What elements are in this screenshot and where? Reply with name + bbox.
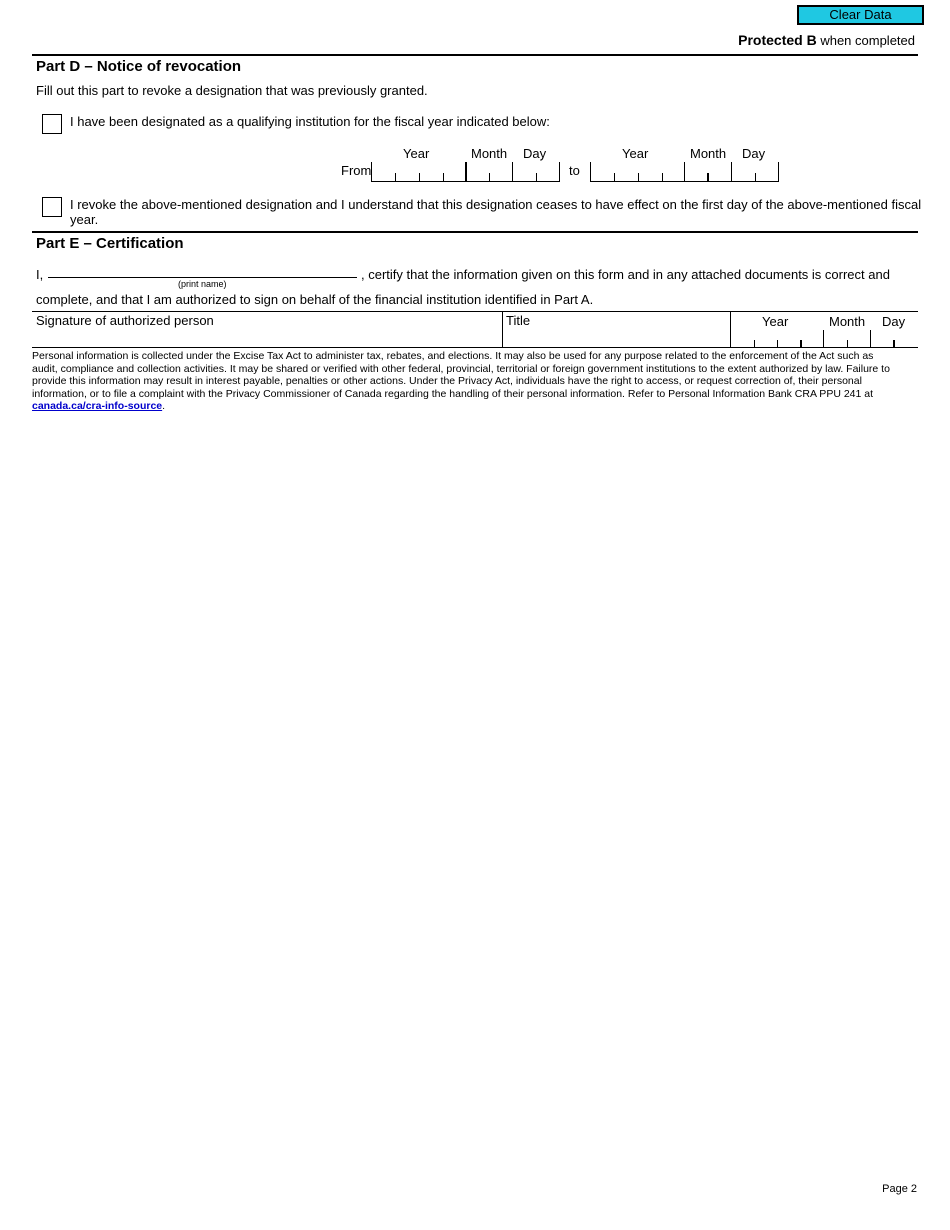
cra-info-source-link[interactable]: canada.ca/cra-info-source (32, 400, 163, 412)
to-year-label: Year (622, 146, 649, 161)
signature-title-divider (502, 311, 503, 348)
sign-year-label: Year (762, 314, 789, 329)
to-day-field[interactable] (731, 162, 779, 182)
to-date-field[interactable] (590, 162, 779, 182)
protected-when-completed: when completed (820, 33, 915, 48)
part-d-top-rule (32, 54, 918, 56)
designated-checkbox[interactable] (42, 114, 62, 134)
from-day-label: Day (523, 146, 547, 161)
from-day-field[interactable] (512, 162, 560, 182)
to-month-label: Month (690, 146, 727, 161)
part-e-top-rule (32, 231, 918, 233)
designated-checkbox-label: I have been designated as a qualifying institution for the fiscal year indicated below: (70, 114, 550, 129)
revoke-checkbox-label: I revoke the above-mentioned designation and I understand that this designation ceases to have effect on the first day of the above-mentioned fiscal year. (70, 197, 922, 227)
signature-date-field[interactable] (731, 328, 918, 348)
clear-data-button[interactable]: Clear Data (797, 5, 924, 25)
privacy-notice (32, 350, 892, 413)
cert-prefix: I, (36, 267, 44, 282)
to-year-field[interactable] (590, 162, 685, 182)
title-label: Title (506, 313, 531, 328)
sign-month-label: Month (829, 314, 866, 329)
cert-statement-line2: complete, and that I am authorized to sign on behalf of the financial institution identified in Part A. (36, 292, 594, 307)
protected-b-notice (738, 32, 915, 48)
print-name-hint: (print name) (178, 279, 227, 289)
revoke-checkbox[interactable] (42, 197, 62, 217)
from-date-field[interactable] (371, 162, 560, 182)
to-day-label: Day (742, 146, 766, 161)
to-label: to (569, 163, 580, 178)
page-number: Page 2 (882, 1183, 917, 1195)
from-year-field[interactable] (371, 162, 466, 182)
protected-b-label: Protected B (738, 32, 817, 48)
from-month-label: Month (471, 146, 508, 161)
cert-statement: , certify that the information given on this form and in any attached documents is correct and (361, 267, 890, 282)
part-d-instructions: Fill out this part to revoke a designation that was previously granted. (36, 83, 428, 98)
print-name-input[interactable] (48, 262, 357, 278)
part-d-title: Part D – Notice of revocation (36, 58, 242, 75)
from-year-label: Year (403, 146, 430, 161)
signature-label: Signature of authorized person (36, 313, 214, 328)
signature-field[interactable] (32, 326, 502, 347)
privacy-end: . (162, 400, 166, 412)
sign-day-label: Day (882, 314, 906, 329)
from-label: From (341, 163, 372, 178)
title-field[interactable] (504, 326, 730, 347)
to-month-field[interactable] (684, 162, 732, 182)
signature-row-top (32, 311, 918, 312)
from-month-field[interactable] (465, 162, 513, 182)
signature-row-bottom (32, 347, 918, 348)
privacy-text: Personal information is collected under the Excise Tax Act to administer tax, rebates, and elections. It may also be used for any purpose related to the enforcement of the Act such as audit, compliance and collection activities. It may be shared or verified with other federal, provincial, territorial or foreign government institutions to the extent authorized by law. Failure to provide this information may result in interest payable, penalties or other actions. Under the Privacy Act, individuals have the right to access, or request correction of, their personal information, or to file a complaint with the Privacy Commissioner of Canada regarding the handling of their personal information. Refer to Personal Information Bank CRA PPU 241 at (32, 350, 890, 400)
part-e-title: Part E – Certification (36, 235, 184, 252)
